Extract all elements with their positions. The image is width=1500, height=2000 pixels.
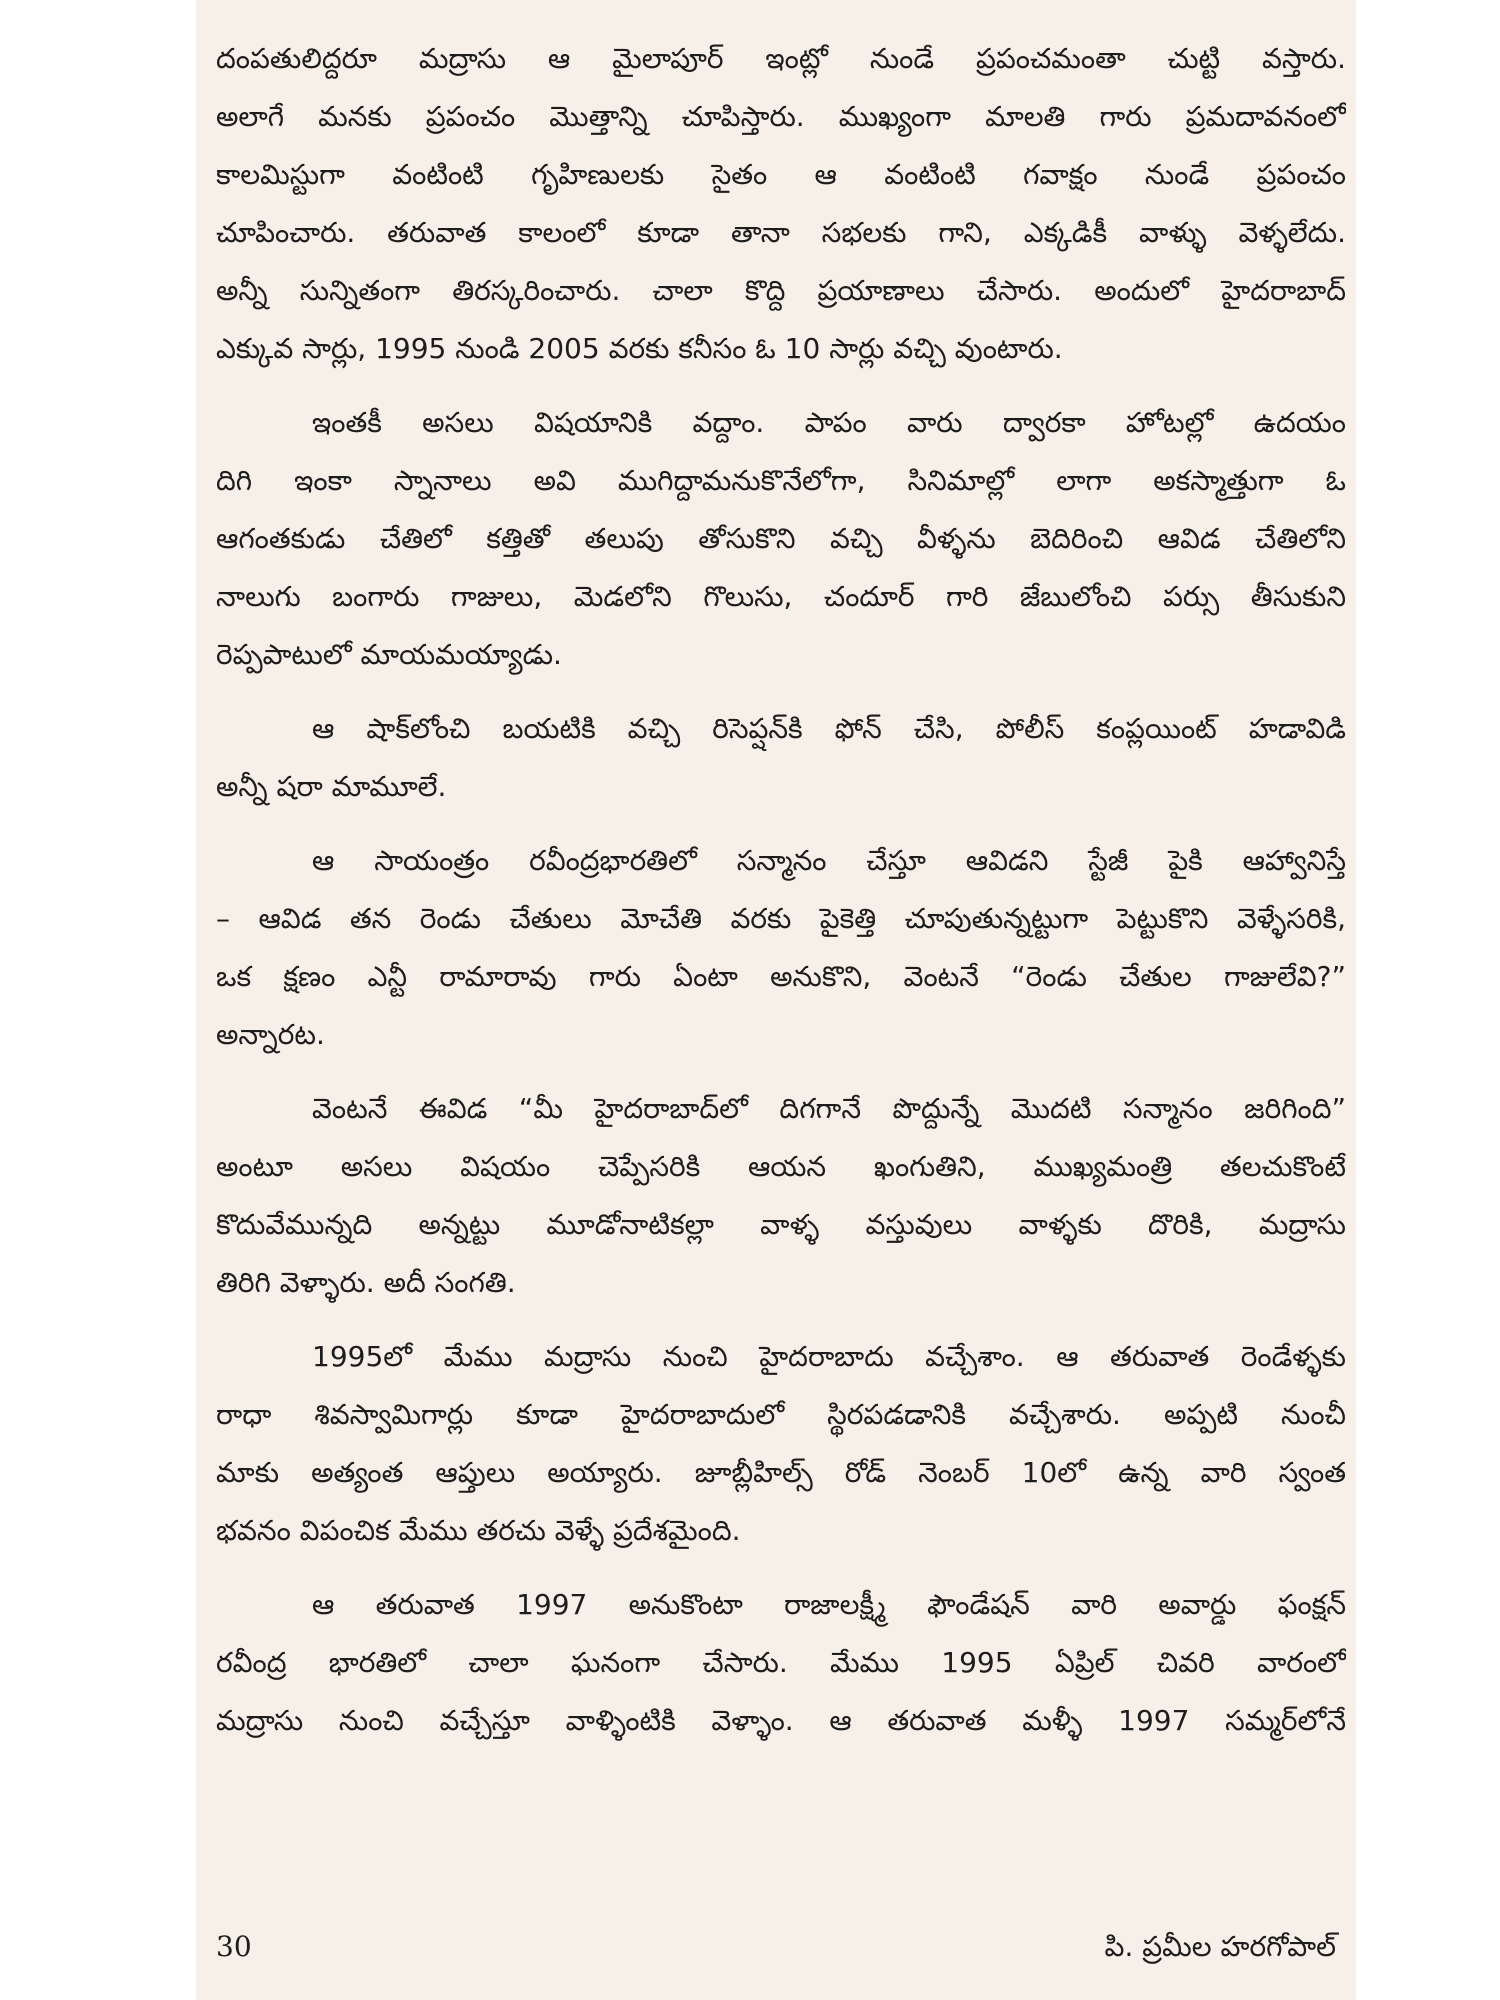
paragraph-5: [216, 1080, 1346, 1312]
text-line: ఇంతకీ అసలు విషయానికి వద్దాం. పాపం వారు ద్వారకా హోటల్లో ఉదయం: [312, 406, 1346, 439]
text-line: మద్రాసు నుంచి వచ్చేస్తూ వాళ్ళింటికి వెళ్ళాం. ఆ తరువాత మళ్ళీ 1997 సమ్మర్‌లోనే: [216, 1704, 1346, 1737]
paragraph-6: [216, 1328, 1346, 1560]
paragraph-3: [216, 700, 1346, 816]
text-line: నాలుగు బంగారు గాజులు, మెడలోని గొలుసు, చందూర్ గారి జేబులోంచి పర్సు తీసుకుని: [216, 580, 1346, 613]
text-line: దిగి ఇంకా స్నానాలు అవి ముగిద్దామనుకొనేలోగా, సినిమాల్లో లాగా అకస్మాత్తుగా ఓ: [216, 464, 1346, 497]
text-line: చూపించారు. తరువాత కాలంలో కూడా తానా సభలకు గాని, ఎక్కడికీ వాళ్ళు వెళ్ళలేదు.: [216, 216, 1346, 249]
text-line: ఆ సాయంత్రం రవీంద్రభారతిలో సన్మానం చేస్తూ ఆవిడని స్టేజీ పైకి ఆహ్వానిస్తే: [312, 844, 1346, 877]
text-line: ఆ తరువాత 1997 అనుకొంటా రాజాలక్ష్మీ ఫౌండేషన్ వారి అవార్డు ఫంక్షన్: [312, 1588, 1346, 1621]
text-line: ఆగంతకుడు చేతిలో కత్తితో తలుపు తోసుకొని వచ్చి వీళ్ళను బెదిరించి ఆవిడ చేతిలోని: [216, 522, 1346, 555]
paragraph-4: [216, 832, 1346, 1064]
text-line: కాలమిస్టుగా వంటింటి గృహిణులకు సైతం ఆ వంటింటి గవాక్షం నుండే ప్రపంచం: [216, 158, 1346, 191]
text-line: 1995లో మేము మద్రాసు నుంచి హైదరాబాదు వచ్చేశాం. ఆ తరువాత రెండేళ్ళకు: [312, 1340, 1346, 1373]
paragraph-1: [216, 30, 1346, 378]
text-line: వెంటనే ఈవిడ “మీ హైదరాబాద్‌లో దిగగానే పొద్దున్నే మొదటి సన్మానం జరిగింది”: [312, 1092, 1346, 1125]
text-line: తిరిగి వెళ్ళారు. అదీ సంగతి.: [216, 1266, 516, 1299]
text-line: అన్నారట.: [216, 1018, 325, 1051]
text-line: ఆ షాక్‌లోంచి బయటికి వచ్చి రిసెప్షన్‌కి ఫోన్ చేసి, పోలీస్ కంప్లయింట్ హడావిడి: [312, 712, 1346, 745]
author-name: పి. ప్రమీల హరగోపాల్: [1104, 1930, 1336, 1963]
text-line: – ఆవిడ తన రెండు చేతులు మోచేతి వరకు పైకెత్తి చూపుతున్నట్టుగా పెట్టుకొని వెళ్ళేసరికి,: [216, 902, 1346, 935]
text-line: రవీంద్ర భారతిలో చాలా ఘనంగా చేసారు. మేము 1995 ఏప్రిల్ చివరి వారంలో: [216, 1646, 1346, 1679]
paragraph-2: [216, 394, 1346, 684]
text-line: అలాగే మనకు ప్రపంచం మొత్తాన్ని చూపిస్తారు. ముఖ్యంగా మాలతి గారు ప్రమదావనంలో: [216, 100, 1346, 133]
text-line: ఒక క్షణం ఎన్టీ రామారావు గారు ఏంటా అనుకొని, వెంటనే “రెండు చేతుల గాజులేవి?”: [216, 960, 1346, 993]
text-line: అన్నీ షరా మామూలే.: [216, 770, 447, 803]
text-line: ఎక్కువ సార్లు, 1995 నుండి 2005 వరకు కనీసం ఓ 10 సార్లు వచ్చి వుంటారు.: [216, 332, 1063, 365]
text-line: అంటూ అసలు విషయం చెప్పేసరికి ఆయన ఖంగుతిని, ముఖ్యమంత్రి తలచుకొంటే: [216, 1150, 1346, 1183]
page-footer: [216, 1930, 1346, 1970]
text-line: కొదువేమున్నది అన్నట్టు మూడోనాటికల్లా వాళ్ళ వస్తువులు వాళ్ళకు దొరికి, మద్రాసు: [216, 1208, 1346, 1241]
text-line: అన్నీ సున్నితంగా తిరస్కరించారు. చాలా కొద్ది ప్రయాణాలు చేసారు. అందులో హైదరాబాద్: [216, 274, 1346, 307]
page-number: 30: [216, 1930, 252, 1963]
text-line: రాధా శివస్వామిగార్లు కూడా హైదరాబాదులో స్థిరపడడానికి వచ్చేశారు. అప్పటి నుంచీ: [216, 1398, 1346, 1431]
paragraph-7: [216, 1576, 1346, 1750]
text-line: దంపతులిద్దరూ మద్రాసు ఆ మైలాపూర్ ఇంట్లో నుండే ప్రపంచమంతా చుట్టి వస్తారు.: [216, 42, 1346, 75]
text-line: రెప్పపాటులో మాయమయ్యాడు.: [216, 638, 562, 671]
text-line: భవనం విపంచిక మేము తరచు వెళ్ళే ప్రదేశమైంది.: [216, 1514, 741, 1547]
text-line: మాకు అత్యంత ఆప్తులు అయ్యారు. జూబ్లీహిల్స్ రోడ్ నెంబర్ 10లో ఉన్న వారి స్వంత: [216, 1456, 1346, 1489]
page-body: [216, 30, 1346, 1766]
